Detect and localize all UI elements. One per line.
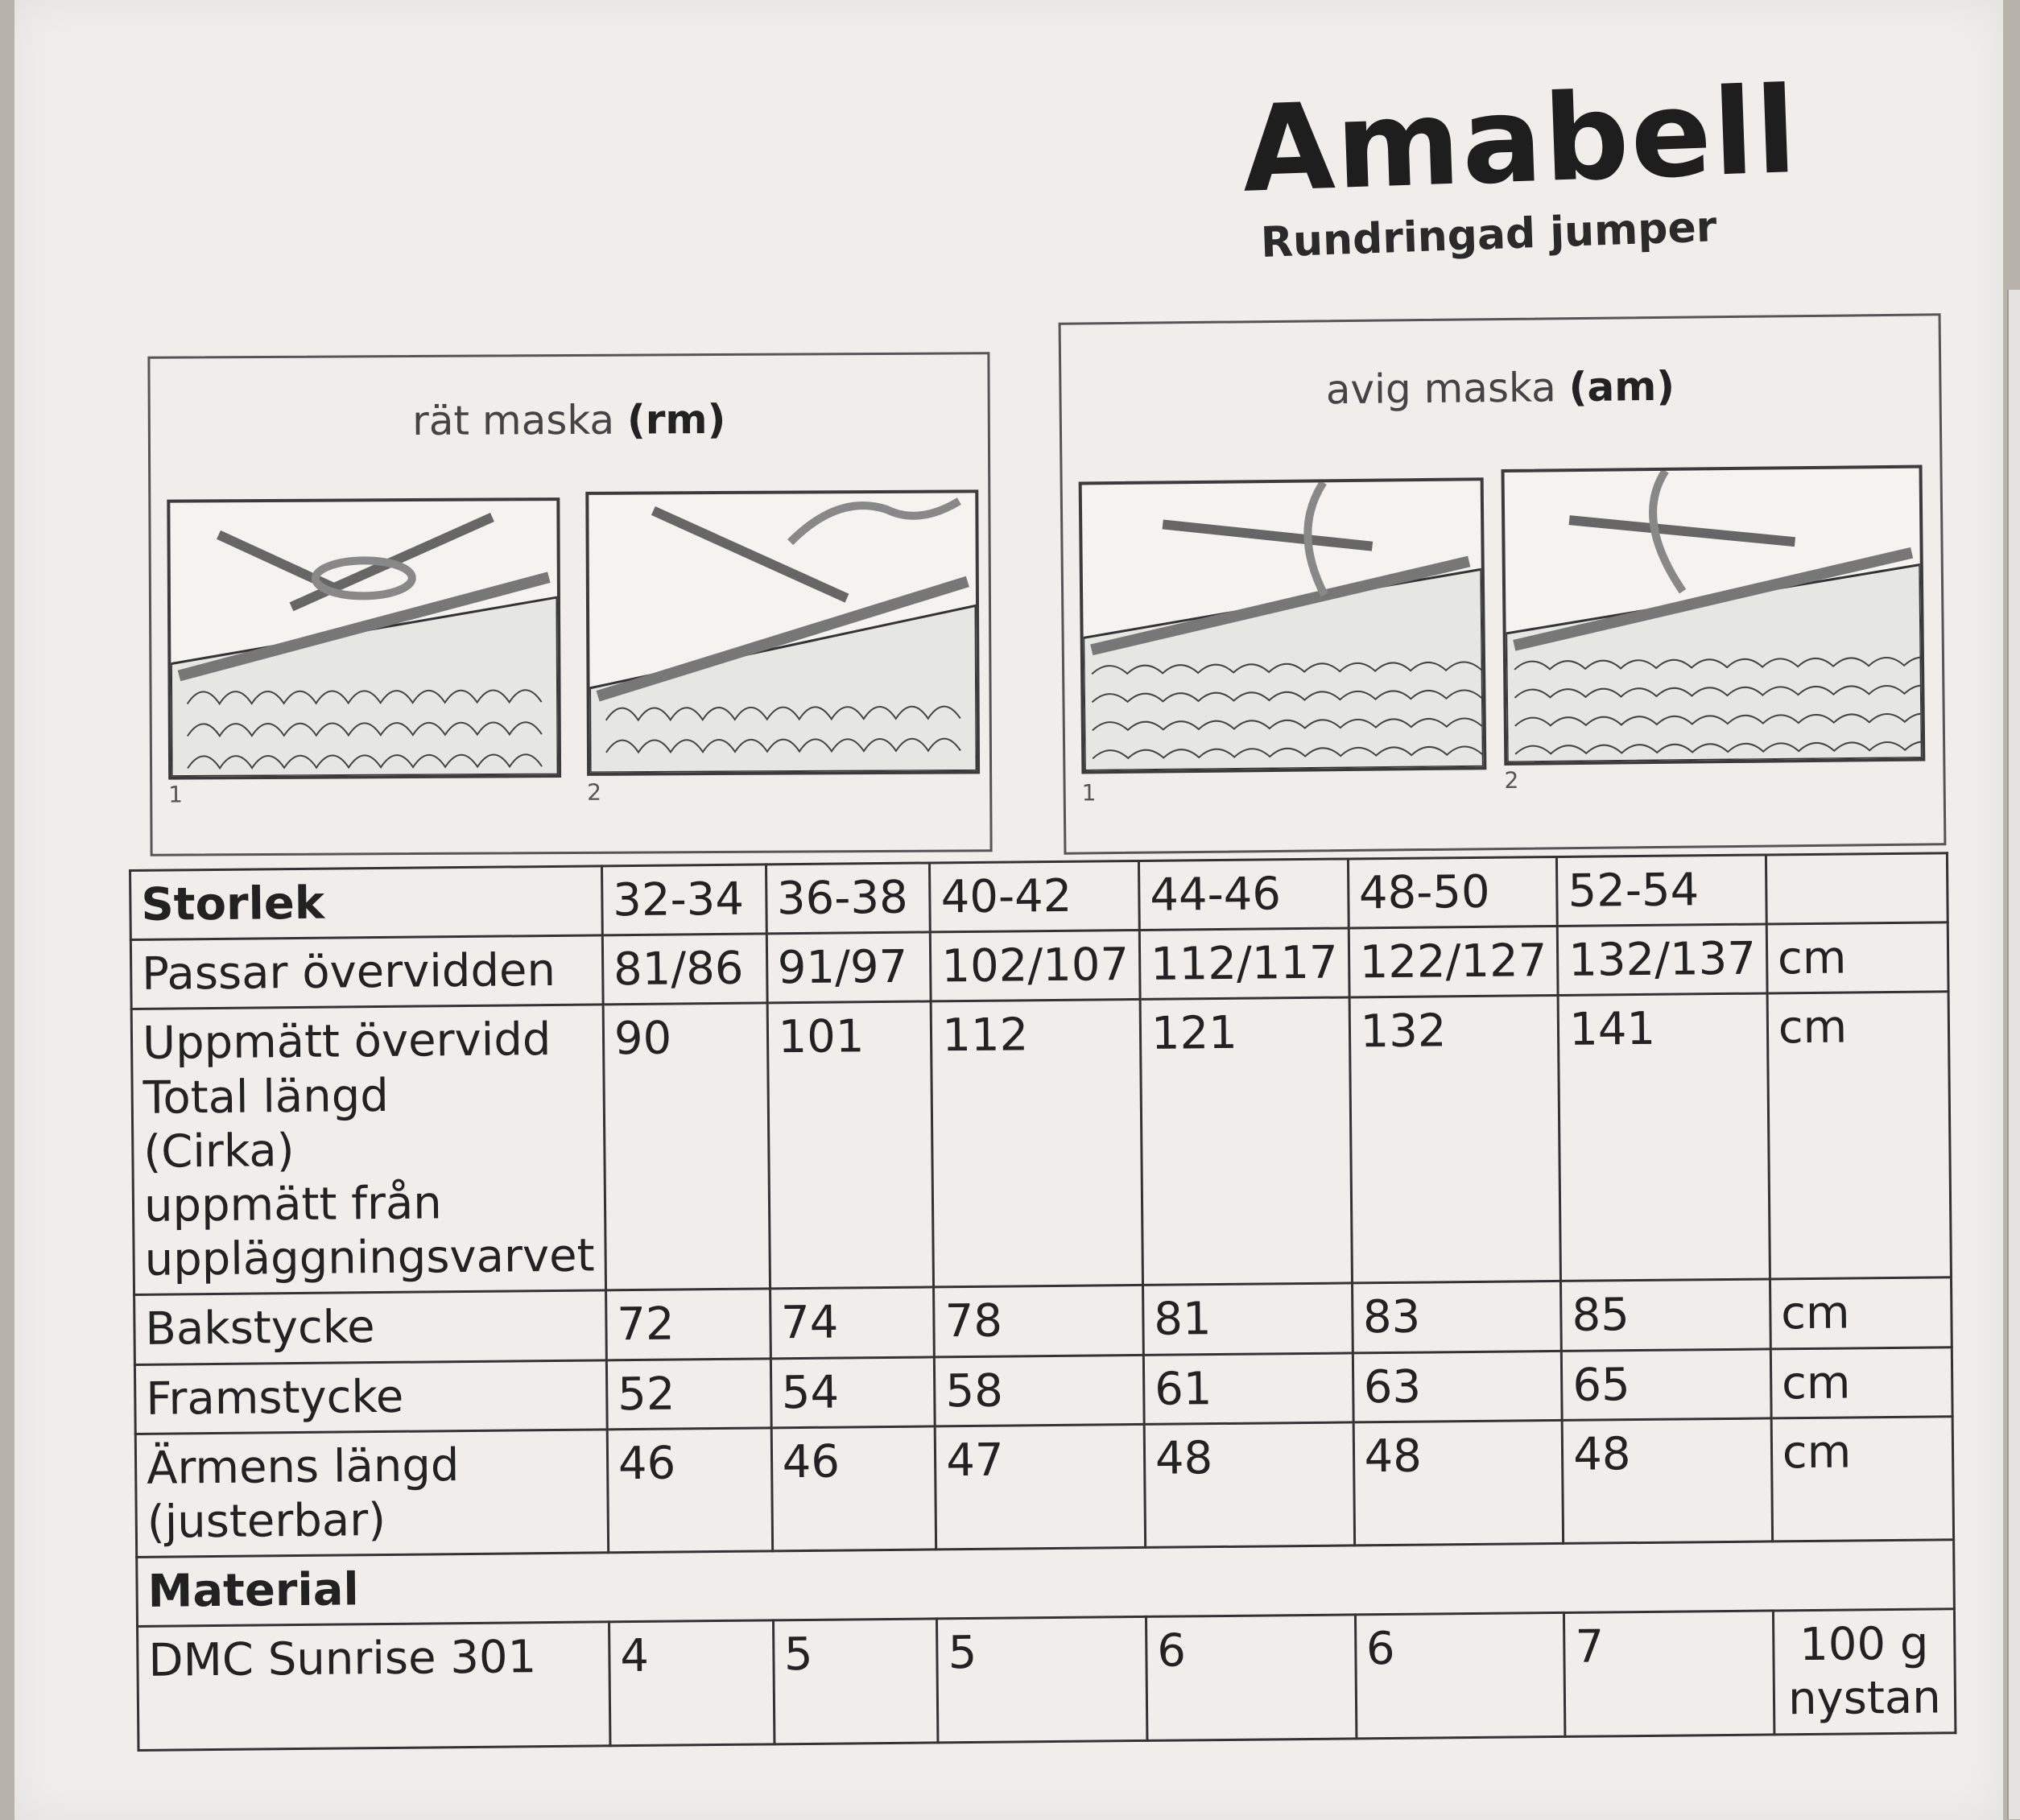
value-cell: 52 <box>606 1358 771 1429</box>
value-cell: 48 <box>1144 1422 1354 1548</box>
unit-cell: cm <box>1767 992 1952 1279</box>
purl-stitch-panel <box>1059 313 1947 854</box>
size-cell: 44-46 <box>1138 859 1348 931</box>
value-cell: 81 <box>1142 1283 1352 1355</box>
value-cell: 122/127 <box>1349 927 1558 998</box>
purl-stitch-illustration-1 <box>1079 477 1487 774</box>
value-cell: 74 <box>770 1287 935 1358</box>
purl-figure-1-number: 1 <box>1081 779 1097 807</box>
value-cell: 132 <box>1349 996 1561 1283</box>
row-label-bakstycke: Bakstycke <box>134 1290 607 1364</box>
row-label-armens: Ärmens längd (justerbar) <box>135 1430 608 1558</box>
value-cell: 5 <box>773 1619 938 1744</box>
unit-cell-yarn: 100 g nystan <box>1773 1609 1956 1735</box>
value-cell: 61 <box>1143 1352 1353 1424</box>
purl-stitch-title: avig maska (am) <box>1325 362 1675 414</box>
unit-cell: cm <box>1770 1347 1952 1418</box>
value-cell: 65 <box>1562 1348 1771 1420</box>
size-table <box>129 852 1956 1751</box>
value-cell: 48 <box>1562 1418 1772 1544</box>
table-row-uppmatt <box>131 992 1951 1295</box>
value-cell: 46 <box>607 1428 772 1553</box>
value-cell: 81/86 <box>602 934 767 1005</box>
value-cell: 112/117 <box>1139 928 1349 1000</box>
table-row-dmc <box>138 1609 1956 1750</box>
value-cell: 78 <box>934 1286 1143 1357</box>
section-label-material: Material <box>137 1540 1955 1627</box>
row-label-dmc: DMC Sunrise 301 <box>138 1622 610 1750</box>
row-label-storlek: Storlek <box>130 866 603 940</box>
size-cell: 40-42 <box>930 860 1139 932</box>
knit-stitch-illustration-2 <box>585 489 980 776</box>
size-cell: 36-38 <box>766 863 931 934</box>
value-cell: 6 <box>1146 1615 1356 1740</box>
value-cell: 54 <box>770 1356 936 1427</box>
value-cell: 91/97 <box>766 932 932 1003</box>
value-cell: 72 <box>605 1289 770 1360</box>
knit-stitch-panel <box>147 352 992 856</box>
value-cell: 7 <box>1564 1611 1774 1736</box>
value-cell: 102/107 <box>931 931 1140 1002</box>
unit-cell: cm <box>1766 922 1948 993</box>
value-cell: 47 <box>935 1424 1145 1550</box>
value-cell: 90 <box>603 1003 770 1290</box>
unit-cell: cm <box>1770 1277 1952 1348</box>
value-cell: 6 <box>1355 1613 1565 1739</box>
knit-stitch-title: rät maska (rm) <box>412 395 726 445</box>
value-cell: 63 <box>1353 1351 1562 1422</box>
value-cell: 132/137 <box>1557 924 1766 996</box>
row-label-passar: Passar övervidden <box>130 935 603 1009</box>
size-cell: 32-34 <box>601 865 766 935</box>
page-edge <box>2007 290 2020 1819</box>
knit-figure-1-number: 1 <box>168 781 184 808</box>
size-cell: 48-50 <box>1348 856 1557 928</box>
pattern-subtitle: Rundringad jumper <box>1260 203 1718 267</box>
value-cell: 83 <box>1352 1281 1561 1353</box>
value-cell: 121 <box>1140 997 1352 1285</box>
unit-cell <box>1766 853 1948 924</box>
value-cell: 58 <box>935 1355 1144 1426</box>
table-row-armens <box>135 1416 1953 1557</box>
purl-figure-2-number: 2 <box>1504 766 1519 794</box>
value-cell: 101 <box>767 1001 934 1289</box>
unit-cell: cm <box>1771 1416 1954 1541</box>
knit-stitch-illustration-1 <box>167 497 561 780</box>
value-cell: 4 <box>609 1620 774 1745</box>
value-cell: 48 <box>1353 1420 1564 1546</box>
value-cell: 46 <box>771 1426 936 1551</box>
value-cell: 112 <box>931 1000 1142 1287</box>
value-cell: 141 <box>1558 993 1770 1281</box>
value-cell: 85 <box>1561 1279 1770 1351</box>
pattern-title: Amabell <box>1240 60 1800 219</box>
purl-stitch-illustration-2 <box>1502 465 1926 766</box>
size-cell: 52-54 <box>1557 855 1766 927</box>
row-label-framstycke: Framstycke <box>134 1360 607 1434</box>
value-cell: 5 <box>937 1617 1147 1743</box>
knit-figure-2-number: 2 <box>587 778 602 806</box>
row-label-uppmatt: Uppmätt övervidd Total längd (Cirka) uppmätt från uppläggningsvarvet <box>131 1005 605 1295</box>
